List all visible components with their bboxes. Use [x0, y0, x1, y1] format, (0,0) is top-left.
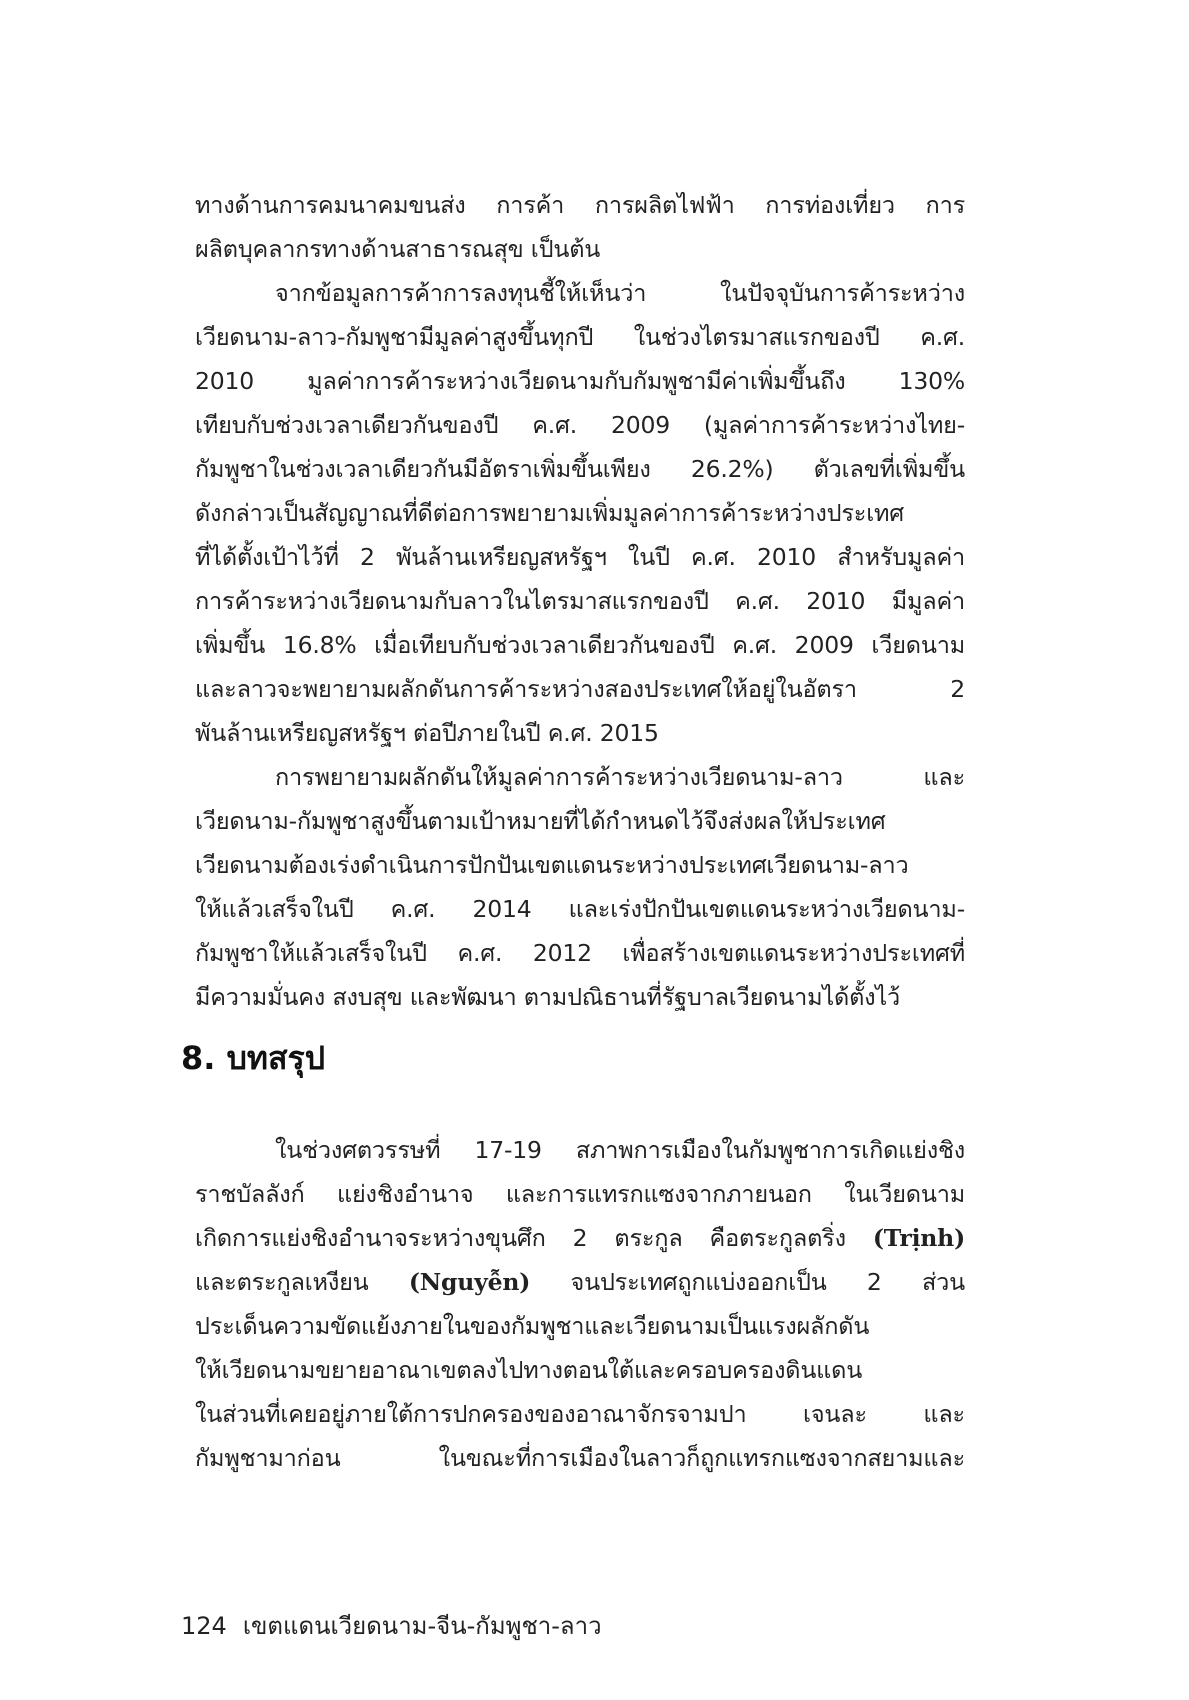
paragraph-1 [195, 183, 965, 271]
text-line: ให้แล้วเสร็จในปี ค.ศ. 2014 และเร่งปักปันเขตแดนระหว่างเวียดนาม- [195, 895, 965, 923]
paragraph-4 [195, 1128, 965, 1480]
text-line: กัมพูชาในช่วงเวลาเดียวกันมีอัตราเพิ่มขึ้นเพียง 26.2%) ตัวเลขที่เพิ่มขึ้น [195, 455, 965, 483]
running-title: เขตแดนเวียดนาม-จีน-กัมพูชา-ลาว [242, 1612, 602, 1640]
text-line: ให้เวียดนามขยายอาณาเขตลงไปทางตอนใต้และครอบครองดินแดน [195, 1356, 863, 1384]
text-line: เวียดนาม-กัมพูชาสูงขึ้นตามเป้าหมายที่ได้กำหนดไว้จึงส่งผลให้ประเทศ [195, 807, 886, 835]
text-line: เพิ่มขึ้น 16.8% เมื่อเทียบกับช่วงเวลาเดียวกันของปี ค.ศ. 2009 เวียดนาม [195, 631, 965, 659]
text-line: ในช่วงศตวรรษที่ 17-19 สภาพการเมืองในกัมพูชาการเกิดแย่งชิง [275, 1136, 965, 1164]
text-line: พันล้านเหรียญสหรัฐฯ ต่อปีภายในปี ค.ศ. 2015 [195, 719, 659, 747]
text-line: ราชบัลลังก์ แย่งชิงอำนาจ และการแทรกแซงจากภายนอก ในเวียดนาม [195, 1180, 965, 1208]
romanized-name-trinh: (Trịnh) [872, 1224, 965, 1252]
text-line: มีความมั่นคง สงบสุข และพัฒนา ตามปณิธานที่รัฐบาลเวียดนามได้ตั้งไว้ [195, 983, 901, 1011]
text-line: และลาวจะพยายามผลักดันการค้าระหว่างสองประเทศให้อยู่ในอัตรา 2 [195, 675, 965, 703]
text-line: ผลิตบุคลากรทางด้านสาธารณสุข เป็นต้น [195, 235, 601, 263]
text-line: กัมพูชาให้แล้วเสร็จในปี ค.ศ. 2012 เพื่อสร้างเขตแดนระหว่างประเทศที่ [195, 939, 965, 967]
text-line: เทียบกับช่วงเวลาเดียวกันของปี ค.ศ. 2009 (มูลค่าการค้าระหว่างไทย- [195, 411, 965, 439]
paragraph-3 [195, 755, 965, 1019]
text-line: เวียดนามต้องเร่งดำเนินการปักปันเขตแดนระหว่างประเทศเวียดนาม-ลาว [195, 851, 909, 879]
section-heading: 8. บทสรุป [181, 1039, 325, 1077]
text-line: จากข้อมูลการค้าการลงทุนชี้ให้เห็นว่า ในปัจจุบันการค้าระหว่าง [275, 279, 965, 307]
text-line: กัมพูชามาก่อน ในขณะที่การเมืองในลาวก็ถูกแทรกแซงจากสยามและ [195, 1444, 965, 1472]
text-line: ทางด้านการคมนาคมขนส่ง การค้า การผลิตไฟฟ้า การท่องเที่ยว การ [195, 191, 965, 219]
page-number: 124 [181, 1612, 227, 1640]
text-segment: และตระกูลเหงียน [195, 1268, 409, 1296]
text-line [195, 1260, 965, 1304]
text-line: ในส่วนที่เคยอยู่ภายใต้การปกครองของอาณาจักรจามปา เจนละ และ [195, 1400, 965, 1428]
text-line [195, 1216, 965, 1260]
text-segment: เกิดการแย่งชิงอำนาจระหว่างขุนศึก 2 ตระกูล คือตระกูลตริ่ง [195, 1224, 873, 1252]
text-line: การพยายามผลักดันให้มูลค่าการค้าระหว่างเวียดนาม-ลาว และ [275, 763, 965, 791]
paragraph-2 [195, 271, 965, 755]
text-line: ที่ได้ตั้งเป้าไว้ที่ 2 พันล้านเหรียญสหรัฐฯ ในปี ค.ศ. 2010 สำหรับมูลค่า [195, 543, 965, 571]
text-line: เวียดนาม-ลาว-กัมพูชามีมูลค่าสูงขึ้นทุกปี ในช่วงไตรมาสแรกของปี ค.ศ. [195, 323, 965, 351]
text-line: การค้าระหว่างเวียดนามกับลาวในไตรมาสแรกของปี ค.ศ. 2010 มีมูลค่า [195, 587, 965, 615]
text-line: ดังกล่าวเป็นสัญญาณที่ดีต่อการพยายามเพิ่มมูลค่าการค้าระหว่างประเทศ [195, 499, 905, 527]
text-line: ประเด็นความขัดแย้งภายในของกัมพูชาและเวียดนามเป็นแรงผลักดัน [195, 1312, 870, 1340]
text-line: 2010 มูลค่าการค้าระหว่างเวียดนามกับกัมพูชามีค่าเพิ่มขึ้นถึง 130% [195, 367, 965, 395]
page-footer [181, 1608, 602, 1644]
text-segment: จนประเทศถูกแบ่งออกเป็น 2 ส่วน [530, 1268, 965, 1296]
romanized-name-nguyen: (Nguyễn) [408, 1268, 531, 1296]
